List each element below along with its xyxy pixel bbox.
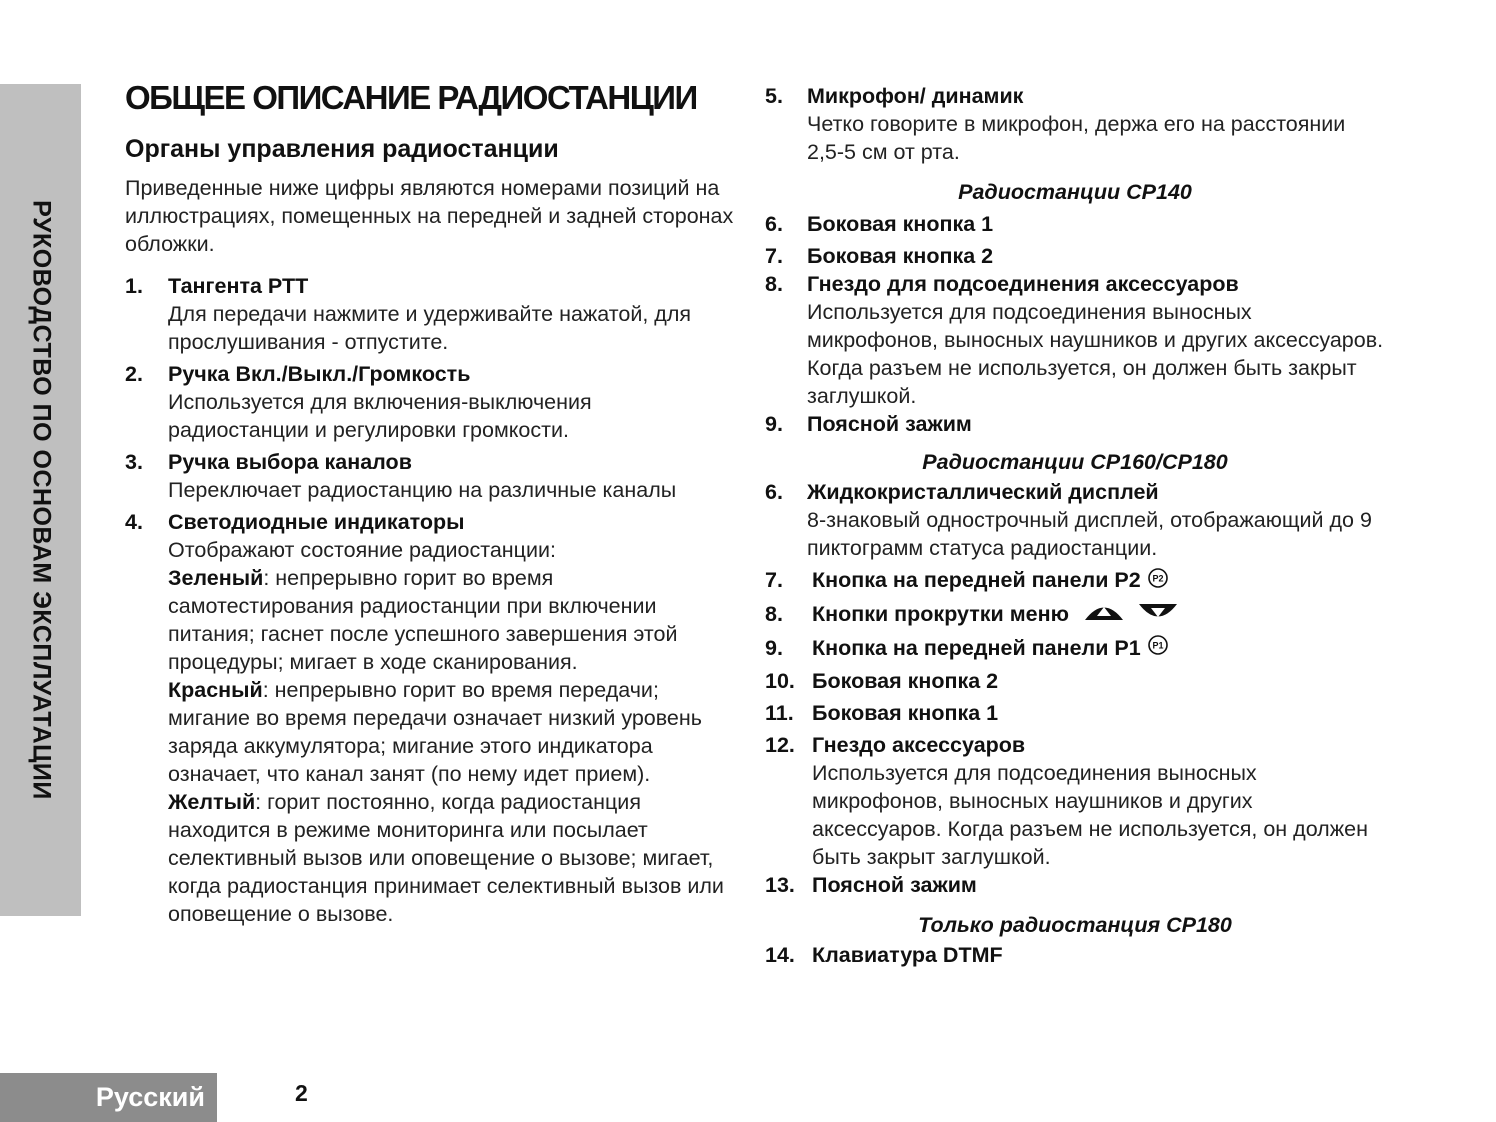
list-item: [765, 566, 1385, 596]
item-description: Отображают состояние радиостанции:: [168, 538, 556, 562]
item-number: 4.: [125, 510, 143, 534]
item-number: 3.: [125, 450, 143, 474]
item-title: Поясной зажим: [812, 873, 977, 898]
intro-paragraph: Приведенные ниже цифры являются номерами позиций на иллюстрациях, помещенных на передней и задней сторонах обложки.: [125, 176, 734, 256]
item-number: 11.: [765, 701, 794, 726]
cp140-heading: Радиостанции CP140: [958, 180, 1192, 204]
list-item: [765, 242, 1385, 270]
item-title: Жидкокристаллический дисплей: [807, 480, 1159, 504]
controls-list-left: [125, 272, 735, 928]
list-item: [765, 731, 1385, 871]
controls-list-top: [765, 82, 1385, 166]
list-item: [765, 410, 1385, 438]
item-title: [812, 566, 1385, 596]
item-title: Гнездо для подсоединения аксессуаров: [807, 272, 1239, 296]
list-item: [125, 508, 735, 928]
item-number: 7.: [765, 244, 783, 268]
led-yellow-text: : горит постоянно, когда радиостанция находится в режиме мониторинга или посылает селективный вызов или оповещение о вызове; мигает, когда радиостанция принимает селективный вызов или оповещение о вызове.: [168, 790, 724, 926]
item-title: Боковая кнопка 1: [812, 701, 999, 726]
item-description: Переключает радиостанцию на различные каналы: [168, 478, 677, 502]
p2-button-icon: [1147, 567, 1169, 596]
item-title-text: Кнопка на передней панели P2: [812, 568, 1141, 592]
led-red-description: [168, 676, 735, 788]
p2-icon-label: P2: [1152, 573, 1164, 584]
list-item: [125, 272, 735, 356]
item-number: 5.: [765, 84, 783, 108]
scroll-up-icon: [1083, 601, 1125, 630]
item-number: 9.: [765, 635, 783, 660]
cp180-list: [765, 941, 1385, 969]
list-item: [765, 699, 1385, 727]
list-item: [765, 600, 1385, 630]
item-description: Используется для включения-выключения радиостанции и регулировки громкости.: [168, 390, 592, 442]
item-description: Четко говорите в микрофон, держа его на расстоянии 2,5-5 см от рта.: [807, 112, 1346, 164]
item-number: 6.: [765, 480, 783, 504]
item-title: Тангента РТТ: [168, 274, 309, 298]
cp180-heading: Только радиостанция CP180: [918, 913, 1232, 938]
cp140-list: [765, 210, 1385, 438]
list-item: [125, 448, 735, 504]
item-title: [812, 634, 1385, 664]
language-label: Русский: [95, 1082, 205, 1112]
list-item: [765, 667, 1385, 695]
item-number: 6.: [765, 212, 783, 236]
item-title: Боковая кнопка 2: [812, 669, 999, 694]
item-number: 8.: [765, 272, 783, 296]
item-title: Светодиодные индикаторы: [168, 510, 465, 534]
item-number: 12.: [765, 733, 795, 758]
list-item: [765, 478, 1385, 562]
item-title: Ручка выбора каналов: [168, 450, 412, 474]
led-red-label: Красный: [168, 678, 263, 702]
item-description: Для передачи нажмите и удерживайте нажатой, для прослушивания - отпустите.: [168, 302, 692, 354]
right-column: [765, 82, 1385, 969]
list-item: [765, 210, 1385, 238]
list-item: [765, 270, 1385, 410]
item-title-text: Кнопка на передней панели P1: [812, 635, 1141, 660]
scroll-down-icon: [1137, 601, 1179, 630]
item-number: 9.: [765, 412, 783, 436]
led-red-text: : непрерывно горит во время передачи; мигание во время передачи означает низкий уровень заряда аккумулятора; мигание этого индикатора означает, что канал занят (по нему идет прием).: [168, 678, 702, 786]
item-description: Используется для подсоединения выносных микрофонов, выносных наушников и других аксессуаров. Когда разъем не используется, он должен быть закрыт заглушкой.: [812, 761, 1368, 870]
p1-icon-label: P1: [1152, 640, 1164, 651]
item-number: 7.: [765, 568, 783, 592]
side-tab: [0, 84, 81, 916]
list-item: [125, 360, 735, 444]
item-description: 8-знаковый однострочный дисплей, отображающий до 9 пиктограмм статуса радиостанции.: [807, 508, 1372, 560]
list-item: [765, 82, 1385, 166]
led-yellow-description: [168, 788, 735, 928]
item-number: 14.: [765, 943, 795, 968]
item-title: Боковая кнопка 1: [807, 212, 994, 236]
item-number: 2.: [125, 362, 143, 386]
item-title: Клавиатура DTMF: [812, 943, 1003, 968]
item-number: 8.: [765, 601, 783, 626]
side-tab-text: РУКОВОДСТВО ПО ОСНОВАМ ЭКСПЛУАТАЦИИ: [27, 200, 55, 800]
section-title: Органы управления радиостанции: [125, 135, 559, 163]
left-column: [125, 78, 735, 928]
item-number: 10.: [765, 669, 795, 694]
led-green-description: [168, 564, 735, 676]
led-green-label: Зеленый: [168, 566, 264, 590]
item-number: 1.: [125, 274, 143, 298]
item-title: Гнездо аксессуаров: [812, 733, 1026, 758]
item-description: Используется для подсоединения выносных микрофонов, выносных наушников и других аксессуаров. Когда разъем не используется, он должен быть закрыт заглушкой.: [807, 300, 1384, 408]
language-tab: [0, 1073, 217, 1122]
item-title: Боковая кнопка 2: [807, 244, 994, 268]
item-title: Поясной зажим: [807, 412, 972, 436]
item-title: [812, 600, 1385, 630]
page-title: ОБЩЕЕ ОПИСАНИЕ РАДИОСТАНЦИИ: [125, 79, 697, 116]
cp160-heading: Радиостанции CP160/CP180: [922, 450, 1228, 474]
p1-button-icon: [1147, 634, 1169, 663]
led-yellow-label: Желтый: [168, 790, 256, 814]
list-item: [765, 871, 1385, 899]
page-number: 2: [295, 1080, 308, 1106]
item-number: 13.: [765, 873, 795, 898]
item-title-text: Кнопки прокрутки меню: [812, 601, 1069, 626]
cp160-list: [765, 478, 1385, 899]
led-green-text: : непрерывно горит во время самотестирования радиостанции при включении питания; гаснет после успешного завершения этой процедуры; мигает в ходе сканирования.: [168, 566, 678, 674]
item-title: Микрофон/ динамик: [807, 84, 1024, 108]
list-item: [765, 941, 1385, 969]
list-item: [765, 634, 1385, 664]
item-title: Ручка Вкл./Выкл./Громкость: [168, 362, 471, 386]
